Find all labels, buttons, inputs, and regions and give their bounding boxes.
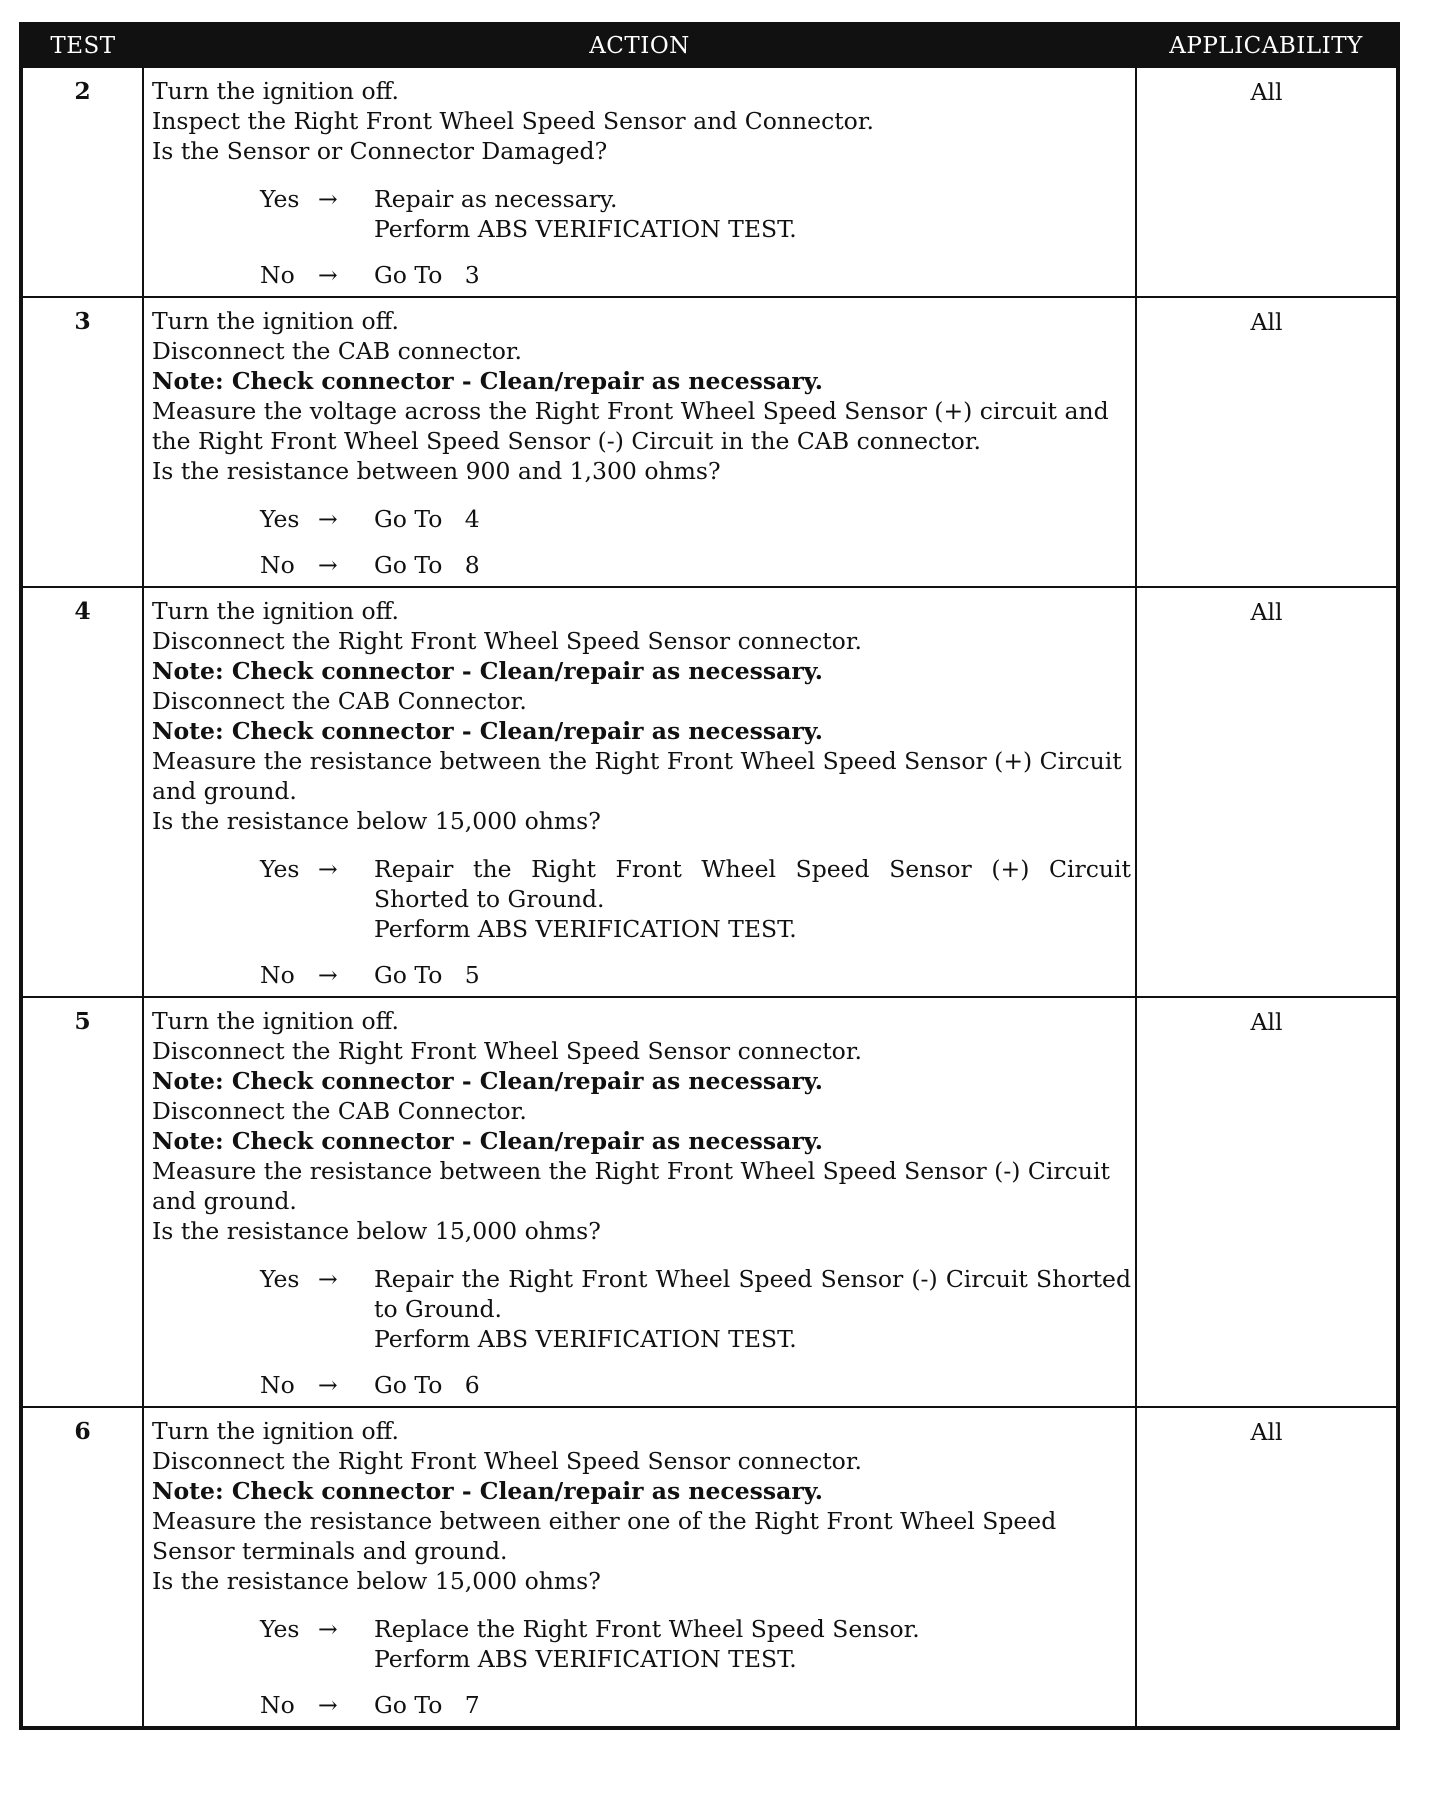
- answer-line: Go To 7: [374, 1691, 480, 1719]
- answer-action: [374, 854, 1139, 944]
- answer-label: Yes: [260, 1615, 300, 1643]
- right-arrow-icon: →: [318, 261, 338, 289]
- answer-line: Replace the Right Front Wheel Speed Sensor.: [374, 1615, 920, 1643]
- answer-list: [152, 1614, 1131, 1720]
- answer-action: [374, 550, 1131, 580]
- answer-label: Yes: [260, 505, 300, 533]
- answer-no: [260, 960, 1131, 990]
- answer-line: Go To 3: [374, 261, 480, 289]
- instruction-line: Turn the ignition off.: [152, 1417, 400, 1445]
- answer-label: No: [260, 261, 295, 289]
- answer-line: Go To 8: [374, 551, 480, 579]
- instruction-list: [152, 1006, 1131, 1246]
- instruction-line: Disconnect the CAB Connector.: [152, 1097, 527, 1125]
- answer-line: Perform ABS VERIFICATION TEST.: [374, 915, 797, 943]
- header-applicability: APPLICABILITY: [1136, 24, 1398, 67]
- right-arrow-icon: →: [318, 551, 338, 579]
- action-cell: [143, 297, 1136, 587]
- table-row: [21, 297, 1398, 587]
- applicability-value: All: [1136, 67, 1398, 297]
- action-cell: [143, 1407, 1136, 1728]
- answer-line: Go To 5: [374, 961, 480, 989]
- right-arrow-icon: →: [318, 185, 338, 213]
- applicability-value: All: [1136, 587, 1398, 997]
- applicability-value: All: [1136, 297, 1398, 587]
- instruction-line: Is the resistance between 900 and 1,300 ohms?: [152, 457, 721, 485]
- right-arrow-icon: →: [318, 1371, 338, 1399]
- answer-action: [374, 1614, 1131, 1674]
- action-cell: [143, 587, 1139, 997]
- answer-label: No: [260, 1371, 295, 1399]
- answer-list: [152, 1264, 1139, 1400]
- instruction-line: Disconnect the Right Front Wheel Speed Sensor connector.: [152, 1037, 862, 1065]
- instruction-line: Disconnect the CAB Connector.: [152, 687, 527, 715]
- answer-no: [260, 1370, 1131, 1400]
- instruction-list: [152, 1416, 1131, 1596]
- note-line: Note: Check connector - Clean/repair as necessary.: [152, 1127, 823, 1155]
- instruction-line: Measure the resistance between the Right Front Wheel Speed Sensor (+) Circuit and ground.: [152, 747, 1122, 805]
- note-line: Note: Check connector - Clean/repair as necessary.: [152, 657, 823, 685]
- test-number: 5: [21, 997, 143, 1407]
- table-body: [21, 67, 1398, 1728]
- answer-action: [374, 1690, 1131, 1720]
- answer-yes: [260, 504, 1131, 534]
- answer-list: [152, 504, 1131, 580]
- table-row: [21, 1407, 1398, 1728]
- answer-line: Repair as necessary.: [374, 185, 618, 213]
- diagnostic-test-table: [19, 22, 1400, 1730]
- action-cell: [143, 997, 1139, 1407]
- instruction-line: Is the resistance below 15,000 ohms?: [152, 1217, 601, 1245]
- test-number: 3: [21, 297, 143, 587]
- answer-label: No: [260, 961, 295, 989]
- answer-label: No: [260, 551, 295, 579]
- note-line: Note: Check connector - Clean/repair as necessary.: [152, 367, 823, 395]
- note-line: Note: Check connector - Clean/repair as necessary.: [152, 1067, 823, 1095]
- answer-label: Yes: [260, 855, 300, 883]
- header-row: [21, 24, 1398, 67]
- answer-line: Repair the Right Front Wheel Speed Sensor (-) Circuit Shorted to Ground.: [374, 1265, 1139, 1323]
- instruction-list: [152, 306, 1131, 486]
- right-arrow-icon: →: [318, 1265, 338, 1293]
- answer-action: [374, 1370, 1131, 1400]
- answer-action: [374, 1264, 1139, 1354]
- answer-yes: [260, 1614, 1131, 1674]
- test-number: 2: [21, 67, 143, 297]
- answer-action: [374, 184, 1131, 244]
- table-header: [21, 24, 1398, 67]
- answer-line: Perform ABS VERIFICATION TEST.: [374, 1325, 797, 1353]
- test-number: 6: [21, 1407, 143, 1728]
- answer-list: [152, 184, 1131, 290]
- action-cell: [143, 67, 1136, 297]
- table-row: [21, 587, 1398, 997]
- instruction-line: Is the resistance below 15,000 ohms?: [152, 807, 601, 835]
- answer-action: [374, 960, 1131, 990]
- right-arrow-icon: →: [318, 1691, 338, 1719]
- answer-no: [260, 260, 1131, 290]
- right-arrow-icon: →: [318, 505, 338, 533]
- header-test: TEST: [21, 24, 143, 67]
- table-row: [21, 997, 1398, 1407]
- instruction-line: Turn the ignition off.: [152, 597, 400, 625]
- applicability-value: All: [1136, 1407, 1398, 1728]
- instruction-line: Measure the resistance between the Right Front Wheel Speed Sensor (-) Circuit and ground.: [152, 1157, 1110, 1215]
- answer-line: Repair the Right Front Wheel Speed Sensor (+) Circuit Shorted to Ground.: [374, 855, 1139, 913]
- answer-line: Perform ABS VERIFICATION TEST.: [374, 1645, 797, 1673]
- instruction-list: [152, 596, 1131, 836]
- note-line: Note: Check connector - Clean/repair as necessary.: [152, 1477, 823, 1505]
- applicability-value: All: [1136, 997, 1398, 1407]
- answer-line: Go To 6: [374, 1371, 480, 1399]
- instruction-line: Turn the ignition off.: [152, 307, 400, 335]
- instruction-line: Disconnect the Right Front Wheel Speed Sensor connector.: [152, 1447, 862, 1475]
- answer-no: [260, 1690, 1131, 1720]
- instruction-line: Is the resistance below 15,000 ohms?: [152, 1567, 601, 1595]
- instruction-list: [152, 76, 1131, 166]
- answer-label: No: [260, 1691, 295, 1719]
- instruction-line: Turn the ignition off.: [152, 1007, 400, 1035]
- answer-no: [260, 550, 1131, 580]
- answer-action: [374, 504, 1131, 534]
- header-action: ACTION: [143, 24, 1136, 67]
- answer-line: Go To 4: [374, 505, 480, 533]
- note-line: Note: Check connector - Clean/repair as necessary.: [152, 717, 823, 745]
- instruction-line: Inspect the Right Front Wheel Speed Sensor and Connector.: [152, 107, 874, 135]
- table-row: [21, 67, 1398, 297]
- right-arrow-icon: →: [318, 1615, 338, 1643]
- answer-action: [374, 260, 1131, 290]
- instruction-line: Measure the voltage across the Right Front Wheel Speed Sensor (+) circuit and the Right Front Wheel Speed Sensor (-) Circuit in the CAB connector.: [152, 397, 1109, 455]
- answer-yes: [260, 184, 1131, 244]
- answer-label: Yes: [260, 185, 300, 213]
- answer-yes: [260, 1264, 1139, 1354]
- test-number: 4: [21, 587, 143, 997]
- answer-list: [152, 854, 1139, 990]
- answer-yes: [260, 854, 1139, 944]
- instruction-line: Disconnect the Right Front Wheel Speed Sensor connector.: [152, 627, 862, 655]
- right-arrow-icon: →: [318, 961, 338, 989]
- instruction-line: Turn the ignition off.: [152, 77, 400, 105]
- instruction-line: Disconnect the CAB connector.: [152, 337, 522, 365]
- instruction-line: Is the Sensor or Connector Damaged?: [152, 137, 608, 165]
- answer-label: Yes: [260, 1265, 300, 1293]
- instruction-line: Measure the resistance between either one of the Right Front Wheel Speed Sensor terminals and ground.: [152, 1507, 1057, 1565]
- right-arrow-icon: →: [318, 855, 338, 883]
- answer-line: Perform ABS VERIFICATION TEST.: [374, 215, 797, 243]
